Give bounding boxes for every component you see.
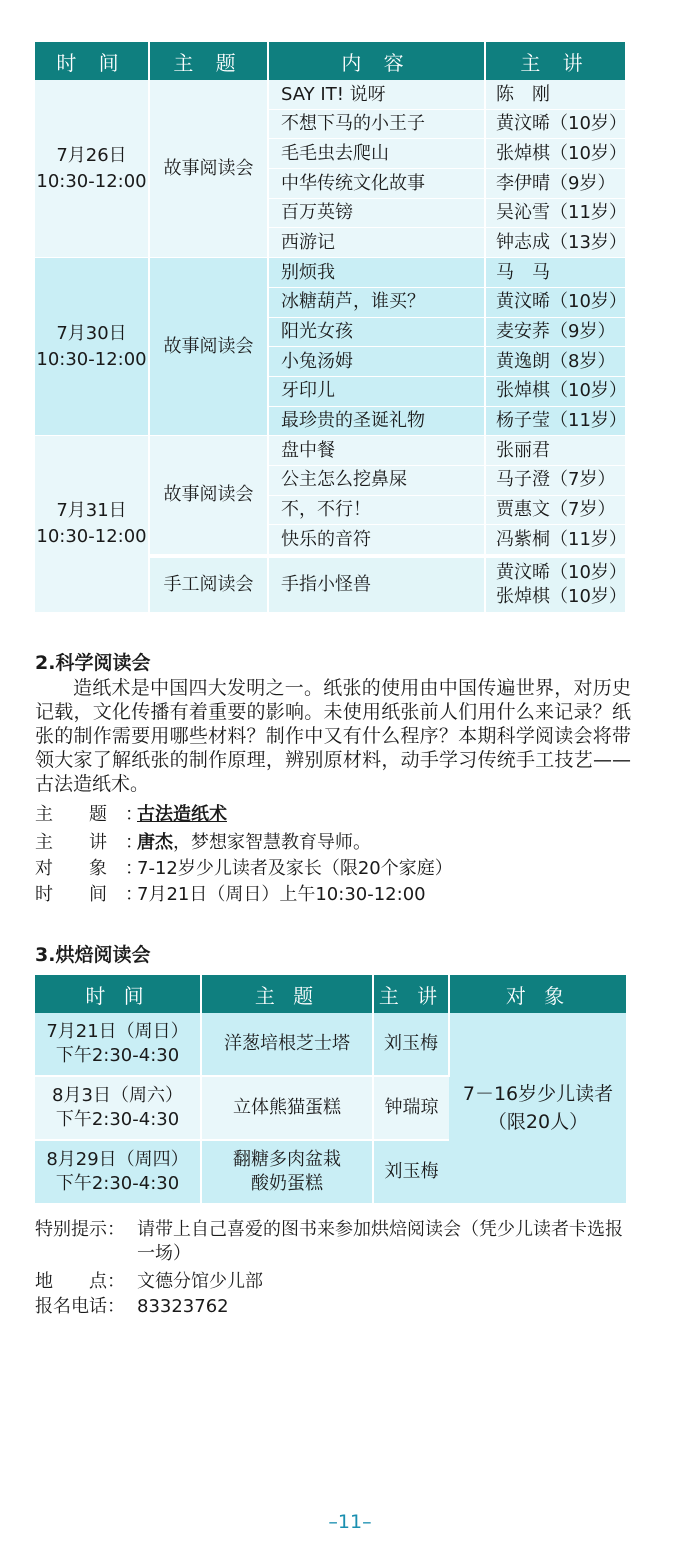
science-paragraph: 造纸术是中国四大发明之一。纸张的使用由中国传遍世界，对历史记载，文化传播有着重要的影响。未使用纸张前人们用什么来记录？纸张的制作需要用哪些材料？制作中又有什么程序？本期科学阅读会将带领大家了解纸张的制作原理，辨别原材料，动手学习传统手工技艺——古法造纸术。 [35, 677, 631, 795]
story-schedule-table [35, 42, 625, 613]
baking-date: 8月29日（周四） [46, 1149, 189, 1170]
table-header-row [35, 975, 626, 1013]
table-row [35, 258, 625, 288]
label: 主 讲 ： [35, 831, 137, 855]
baking-speaker: 刘玉梅 [373, 1140, 449, 1204]
header-audience: 对 象 [449, 975, 626, 1013]
topic-line: 立体熊猫蛋糕 [233, 1097, 341, 1118]
book-title: 别烦我 [268, 258, 485, 288]
place-line [35, 1270, 625, 1294]
table-row [35, 80, 625, 109]
session-date: 7月30日 [56, 322, 127, 344]
label: 时 间 ： [35, 883, 137, 907]
baking-speaker: 钟瑞琼 [373, 1076, 449, 1140]
book-title: 盘中餐 [268, 436, 485, 466]
table-header-row [35, 42, 625, 80]
craft-speakers [485, 558, 625, 612]
book-title: 西游记 [268, 228, 485, 258]
session-time: 10:30-12:00 [36, 348, 147, 370]
phone-line [35, 1295, 625, 1319]
speaker-name: 钟志成（13岁） [485, 228, 625, 258]
speaker-name: 冯紫桐（11岁） [485, 525, 625, 555]
place-label: 地 点： [35, 1271, 125, 1292]
science-topic: 古法造纸术 [137, 804, 227, 825]
science-speaker-line [35, 831, 371, 855]
label: 对 象 ： [35, 857, 137, 881]
session-date: 7月31日 [56, 499, 127, 521]
audience-line: 7－16岁少儿读者 [462, 1083, 614, 1105]
audience-line: （限20人） [487, 1111, 589, 1133]
speaker-name: 黄逸朗（8岁） [485, 347, 625, 377]
header-speaker: 主 讲 [485, 42, 625, 80]
speaker-name: 黄汶晞（10岁） [496, 562, 627, 583]
book-title: 牙印儿 [268, 376, 485, 406]
baking-date-cell [35, 1076, 201, 1140]
craft-book-title: 手指小怪兽 [268, 558, 485, 612]
science-time-line [35, 883, 426, 907]
speaker-name: 麦安荞（9岁） [485, 317, 625, 347]
page-number: –11– [328, 1511, 372, 1533]
science-audience: 7-12岁少儿读者及家长（限20个家庭） [137, 858, 453, 879]
note-text: 请带上自己喜爱的图书来参加烘焙阅读会（凭少儿读者卡选报一场） [137, 1219, 623, 1264]
speaker-name: 马子澄（7岁） [485, 465, 625, 495]
speaker-name: 杨子莹（11岁） [485, 406, 625, 436]
topic-line: 洋葱培根芝士塔 [224, 1033, 350, 1054]
science-heading: 2.科学阅读会 [35, 652, 151, 674]
baking-date: 8月3日（周六） [52, 1085, 183, 1106]
baking-date-cell [35, 1140, 201, 1204]
label: 主 题 ： [35, 803, 137, 827]
book-title: 小兔汤姆 [268, 347, 485, 377]
speaker-name: 张焯棋（10岁） [496, 586, 627, 607]
baking-topic [201, 1013, 373, 1076]
topic-line: 翻糖多肉盆栽 [233, 1149, 341, 1170]
book-title: 中华传统文化故事 [268, 169, 485, 199]
session-time: 10:30-12:00 [36, 170, 147, 192]
speaker-name: 吴沁雪（11岁） [485, 198, 625, 228]
book-title: 不，不行！ [268, 495, 485, 525]
speaker-name: 贾惠文（7岁） [485, 495, 625, 525]
science-time: 7月21日（周日）上午10:30-12:00 [137, 884, 426, 905]
table-row [35, 436, 625, 466]
special-note [35, 1218, 625, 1266]
science-topic-line [35, 803, 227, 827]
speaker-name: 李伊晴（9岁） [485, 169, 625, 199]
place-text: 文德分馆少儿部 [137, 1271, 263, 1292]
speaker-name: 陈 刚 [485, 80, 625, 109]
baking-date: 7月21日（周日） [46, 1021, 189, 1042]
phone-label: 报名电话： [35, 1296, 125, 1317]
session-date: 7月26日 [56, 144, 127, 166]
session-date-cell [35, 258, 149, 436]
speaker-name: 黄汶晞（10岁） [485, 287, 625, 317]
baking-date-cell [35, 1013, 201, 1076]
speaker-name: 张焯棋（10岁） [485, 139, 625, 169]
science-speaker [137, 831, 371, 855]
header-content: 内 容 [268, 42, 485, 80]
note-label: 特别提示： [35, 1219, 125, 1240]
speaker-name: 唐杰 [137, 832, 173, 853]
baking-schedule-table [35, 975, 626, 1205]
book-title: 快乐的音符 [268, 525, 485, 555]
header-topic: 主 题 [149, 42, 268, 80]
table-row [35, 1013, 626, 1076]
book-title: 最珍贵的圣诞礼物 [268, 406, 485, 436]
baking-speaker: 刘玉梅 [373, 1013, 449, 1076]
session-topic: 故事阅读会 [149, 80, 268, 258]
craft-topic: 手工阅读会 [149, 558, 268, 612]
session-topic: 故事阅读会 [149, 258, 268, 436]
baking-time: 下午2:30-4:30 [55, 1045, 180, 1066]
book-title: SAY IT! 说呀 [268, 80, 485, 109]
science-audience-line [35, 857, 453, 881]
speaker-desc: ，梦想家智慧教育导师。 [173, 832, 371, 853]
speaker-name: 张焯棋（10岁） [485, 376, 625, 406]
book-title: 毛毛虫去爬山 [268, 139, 485, 169]
book-title: 不想下马的小王子 [268, 109, 485, 139]
baking-audience [449, 1013, 626, 1204]
baking-topic [201, 1076, 373, 1140]
session-topic: 故事阅读会 [149, 436, 268, 555]
book-title: 冰糖葫芦，谁买？ [268, 287, 485, 317]
baking-heading: 3.烘焙阅读会 [35, 944, 151, 966]
topic-line: 酸奶蛋糕 [251, 1173, 323, 1194]
book-title: 公主怎么挖鼻屎 [268, 465, 485, 495]
book-title: 百万英镑 [268, 198, 485, 228]
baking-time: 下午2:30-4:30 [55, 1109, 180, 1130]
speaker-name: 马 马 [485, 258, 625, 288]
baking-topic [201, 1140, 373, 1204]
baking-time: 下午2:30-4:30 [55, 1173, 180, 1194]
header-time: 时 间 [35, 975, 201, 1013]
header-topic: 主 题 [201, 975, 373, 1013]
header-time: 时 间 [35, 42, 149, 80]
phone-number: 83323762 [137, 1296, 229, 1317]
book-title: 阳光女孩 [268, 317, 485, 347]
session-date-cell [35, 436, 149, 612]
session-time: 10:30-12:00 [36, 525, 147, 547]
speaker-name: 黄汶晞（10岁） [485, 109, 625, 139]
session-date-cell [35, 80, 149, 258]
speaker-name: 张丽君 [485, 436, 625, 466]
header-speaker: 主 讲 [373, 975, 449, 1013]
